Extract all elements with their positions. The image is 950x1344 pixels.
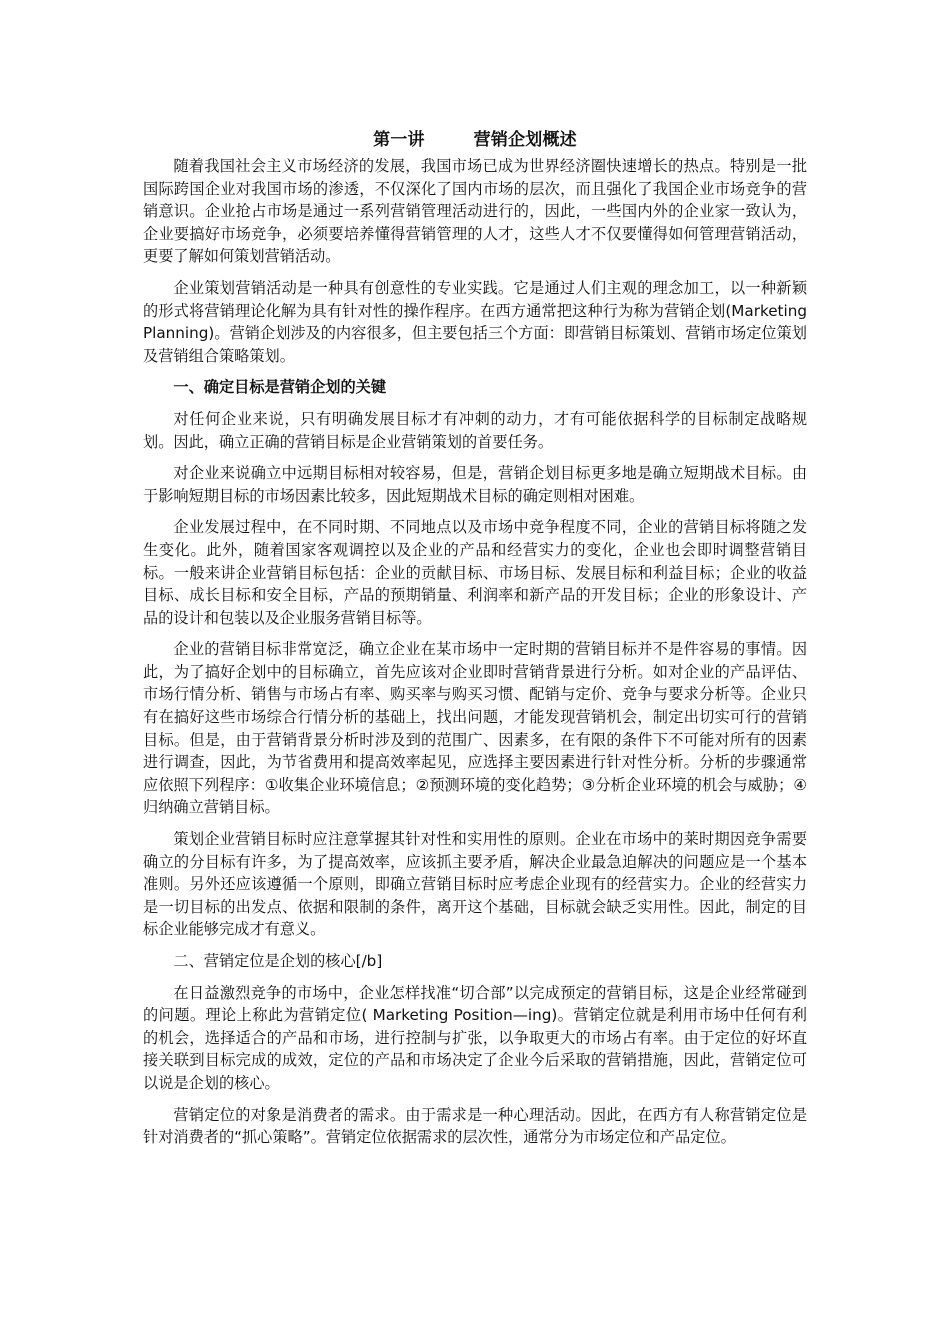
paragraph-positioning-object: 营销定位的对象是消费者的需求。由于需求是一种心理活动。因此，在西方有人称营销定位是针对消费者的“抓心策略”。营销定位依据需求的层次性，通常分为市场定位和产品定位。 [143, 1105, 807, 1147]
paragraph-goal-changes: 企业发展过程中，在不同时期、不同地点以及市场中竞争程度不同，企业的营销目标将随之发生变化。此外，随着国家客观调控以及企业的产品和经营实力的变化，企业也会即时调整营销目标。一般来讲企业营销目标包括：企业的贡献目标、市场目标、发展目标和利益目标；企业的收益目标、成长目标和安全目标，产品的预期销量、利润率和新产品的开发目标；企业的形象设计、产品的设计和包装以及企业服务营销目标等。 [143, 518, 807, 627]
paragraph-positioning: 在日益激烈竞争的市场中，企业怎样找准“切合部”以完成预定的营销目标，这是企业经常碰到的问题。理论上称此为营销定位( Marketing Position—ing)。营销定位就是利用市场中任何有利的机会，选择适合的产品和市场，进行控制与扩张，以争取更大的市场占有率。由于定位的好坏直接关联到目标完成的成效，定位的产品和市场决定了企业今后采取的营销措施，因此，营销定位可以说是企划的核心。 [143, 983, 807, 1092]
document-body [143, 128, 807, 1158]
section-heading-2: 二、营销定位是企划的核心[/b] [173, 952, 383, 970]
paragraph-intro: 随着我国社会主义市场经济的发展，我国市场已成为世界经济圈快速增长的热点。特别是一批国际跨国企业对我国市场的渗透，不仅深化了国内市场的层次，而且强化了我国企业市场竞争的营销意识。企业抢占市场是通过一系列营销管理活动进行的，因此，一些国内外的企业家一致认为，企业要搞好市场竞争，必须要培养懂得营销管理的人才，这些人才不仅要懂得如何管理营销活动，更要了解如何策划营销活动。 [143, 157, 807, 266]
paragraph-short-term-goals: 对企业来说确立中远期目标相对较容易，但是，营销企划目标更多地是确立短期战术目标。由于影响短期目标的市场因素比较多，因此短期战术目标的确定则相对困难。 [143, 464, 807, 505]
section-heading-1: 一、确定目标是营销企划的关键 [173, 378, 387, 397]
document-title: 第一讲 营销企划概述 [373, 130, 577, 150]
paragraph-definition: 企业策划营销活动是一种具有创意性的专业实践。它是通过人们主观的理念加工，以一种新颖的形式将营销理论化解为具有针对性的操作程序。在西方通常把这种行为称为营销企划(Marketing Planning)。营销企划涉及的内容很多，但主要包括三个方面：即营销目标策划、营销市场定位策划及营销组合策略策划。 [143, 278, 807, 365]
paragraph-background-analysis: 企业的营销目标非常宽泛，确立企业在某市场中一定时期的营销目标并不是件容易的事情。因此，为了搞好企划中的目标确立，首先应该对企业即时营销背景进行分析。如对企业的产品评估、市场行情分析、销售与市场占有率、购买率与购买习惯、配销与定价、竞争与要求分析等。企业只有在搞好这些市场综合行情分析的基础上，找出问题，才能发现营销机会，制定出切实可行的营销目标。但是，由于营销背景分析时涉及到的范围广、因素多，在有限的条件下不可能对所有的因素进行调查，因此，为节省费用和提高效率起见，应选择主要因素进行针对性分析。分析的步骤通常应依照下列程序：①收集企业环境信息；②预测环境的变化趋势；③分析企业环境的机会与威胁；④归纳确立营销目标。 [143, 640, 807, 817]
paragraph-goal-importance: 对任何企业来说，只有明确发展目标才有冲刺的动力，才有可能依据科学的目标制定战略规划。因此，确立正确的营销目标是企业营销策划的首要任务。 [143, 409, 807, 451]
paragraph-principles: 策划企业营销目标时应注意掌握其针对性和实用性的原则。企业在市场中的莱时期因竞争需要确立的分目标有许多，为了提高效率，应该抓主要矛盾，解决企业最急迫解决的问题应是一个基本准则。另外还应该遵循一个原则，即确立营销目标时应考虑企业现有的经营实力。企业的经营实力是一切目标的出发点、依据和限制的条件，离开这个基础，目标就会缺乏实用性。因此，制定的目标企业能够完成才有意义。 [143, 830, 807, 939]
